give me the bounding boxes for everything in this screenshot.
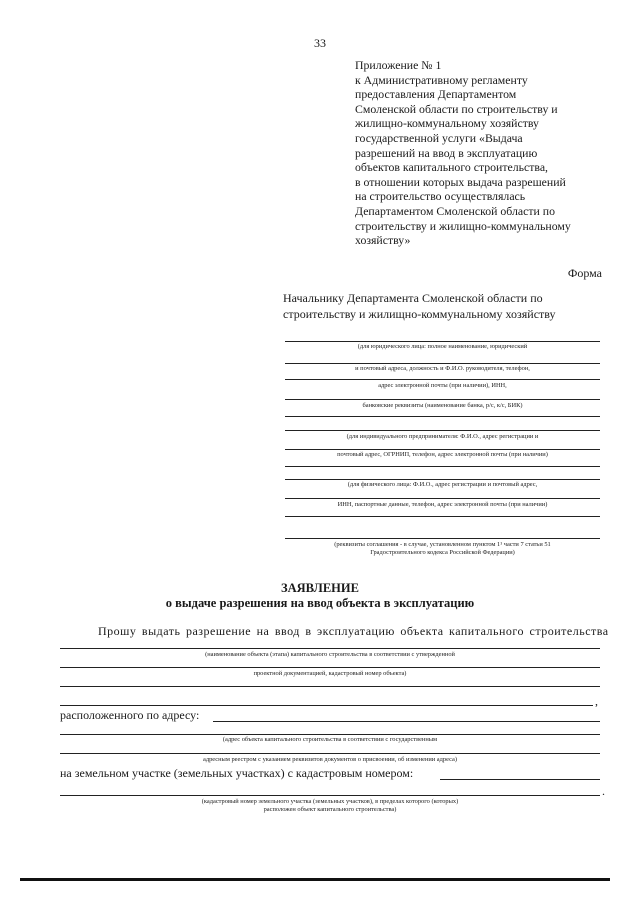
hint-legal-entity-3: адрес электронной почты (при наличии), ИНН, [378,382,507,389]
appendix-line: строительству и жилищно-коммунальному [355,218,571,233]
applicant-field-line[interactable] [285,363,600,364]
appendix-line: предоставления Департаментом [355,87,517,102]
hint-legal-entity-2: и почтовый адреса, должность и Ф.И.О. руководителя, телефон, [355,365,530,372]
hint-object-2: проектной документацией, кадастровый номер объекта) [253,670,407,677]
object-name-field[interactable] [60,686,600,687]
addressee-block [283,290,613,322]
applicant-field-line[interactable] [285,416,600,417]
applicant-field-line[interactable] [285,449,600,450]
statement-subheading: о выдаче разрешения на ввод объекта в эксплуатацию [165,596,475,610]
applicant-field-line[interactable] [285,466,600,467]
appendix-line: на строительство осуществлялась [355,189,526,204]
cadastral-number-field[interactable] [440,779,600,780]
period-mark: . [602,784,605,798]
appendix-line: разрешений на ввод в эксплуатацию [355,145,538,160]
request-text: Прошу выдать разрешение на ввод в эксплуатацию объекта капитального строительства [98,624,609,638]
hint-address-1: (адрес объекта капитального строительства в соответствии с государственным [222,736,438,743]
applicant-field-line[interactable] [285,538,600,539]
statement-title [0,581,640,611]
object-name-field[interactable] [60,667,600,668]
located-label: расположенного по адресу: [60,708,200,722]
object-name-field[interactable] [60,648,600,649]
scan-edge-rule [20,878,610,881]
object-name-field[interactable] [60,705,593,706]
hint-entrepreneur-1: (для индивидуального предпринимателя: Ф.И.О., адрес регистрации и [346,433,539,440]
page-number: 33 [314,36,326,50]
address-field[interactable] [60,734,600,735]
hint-land-2: расположен объект капитального строительства) [263,806,397,813]
statement-heading: ЗАЯВЛЕНИЕ [281,581,359,595]
applicant-field-line[interactable] [285,341,600,342]
appendix-line: Приложение № 1 [355,58,442,72]
applicant-field-line[interactable] [285,516,600,517]
applicant-field-line[interactable] [285,498,600,499]
hint-entrepreneur-2: почтовый адрес, ОГРНИП, телефон, адрес электронной почты (при наличии) [337,451,548,458]
hint-agreement-2: Градостроительного кодекса Российской Федерации) [370,549,515,556]
applicant-field-line[interactable] [285,399,600,400]
cadastral-number-field[interactable] [60,795,600,796]
hint-legal-entity-1: (для юридического лица: полное наименование, юридический [357,343,528,350]
hint-legal-entity-4: банковские реквизиты (наименование банка, р/с, к/с, БИК) [362,402,523,409]
appendix-line: в отношении которых выдача разрешений [355,174,566,189]
land-label: на земельном участке (земельных участках) с кадастровым номером: [60,766,414,780]
addressee-line: строительству и жилищно-коммунальному хозяйству [283,307,556,321]
appendix-line: к Административному регламенту [355,72,528,87]
addressee-line: Начальнику Департамента Смоленской области по [283,291,543,305]
hint-address-2: адресным реестром с указанием реквизитов документов о присвоении, об изменении адреса) [203,756,457,763]
appendix-header [355,58,605,248]
applicant-field-line[interactable] [285,379,600,380]
appendix-line: Департаментом Смоленской области по [355,203,555,218]
appendix-line: Смоленской области по строительству и [355,101,558,116]
appendix-line: хозяйству» [355,233,411,248]
hint-land-1: (кадастровый номер земельного участка (земельных участков), в пределах которого (которых) [201,798,459,805]
address-field[interactable] [60,753,600,754]
hint-object-1: (наименование объекта (этапа) капитального строительства в соответствии с утвержденной [205,651,455,658]
applicant-field-line[interactable] [285,479,600,480]
form-label: Форма [567,266,602,280]
appendix-line: государственной услуги «Выдача [355,130,523,145]
comma-mark: , [595,694,598,708]
appendix-line: объектов капитального строительства, [355,160,549,175]
hint-individual-2: ИНН, паспортные данные, телефон, адрес электронной почты (при наличии) [337,501,548,508]
hint-individual-1: (для физического лица: Ф.И.О., адрес регистрации и почтовый адрес, [347,481,538,488]
address-field[interactable] [213,721,600,722]
hint-agreement-1: (реквизиты соглашения - в случае, установленном пунктом 1¹ части 7 статьи 51 [334,541,551,548]
applicant-field-line[interactable] [285,430,600,431]
appendix-line: жилищно-коммунальному хозяйству [355,116,539,131]
